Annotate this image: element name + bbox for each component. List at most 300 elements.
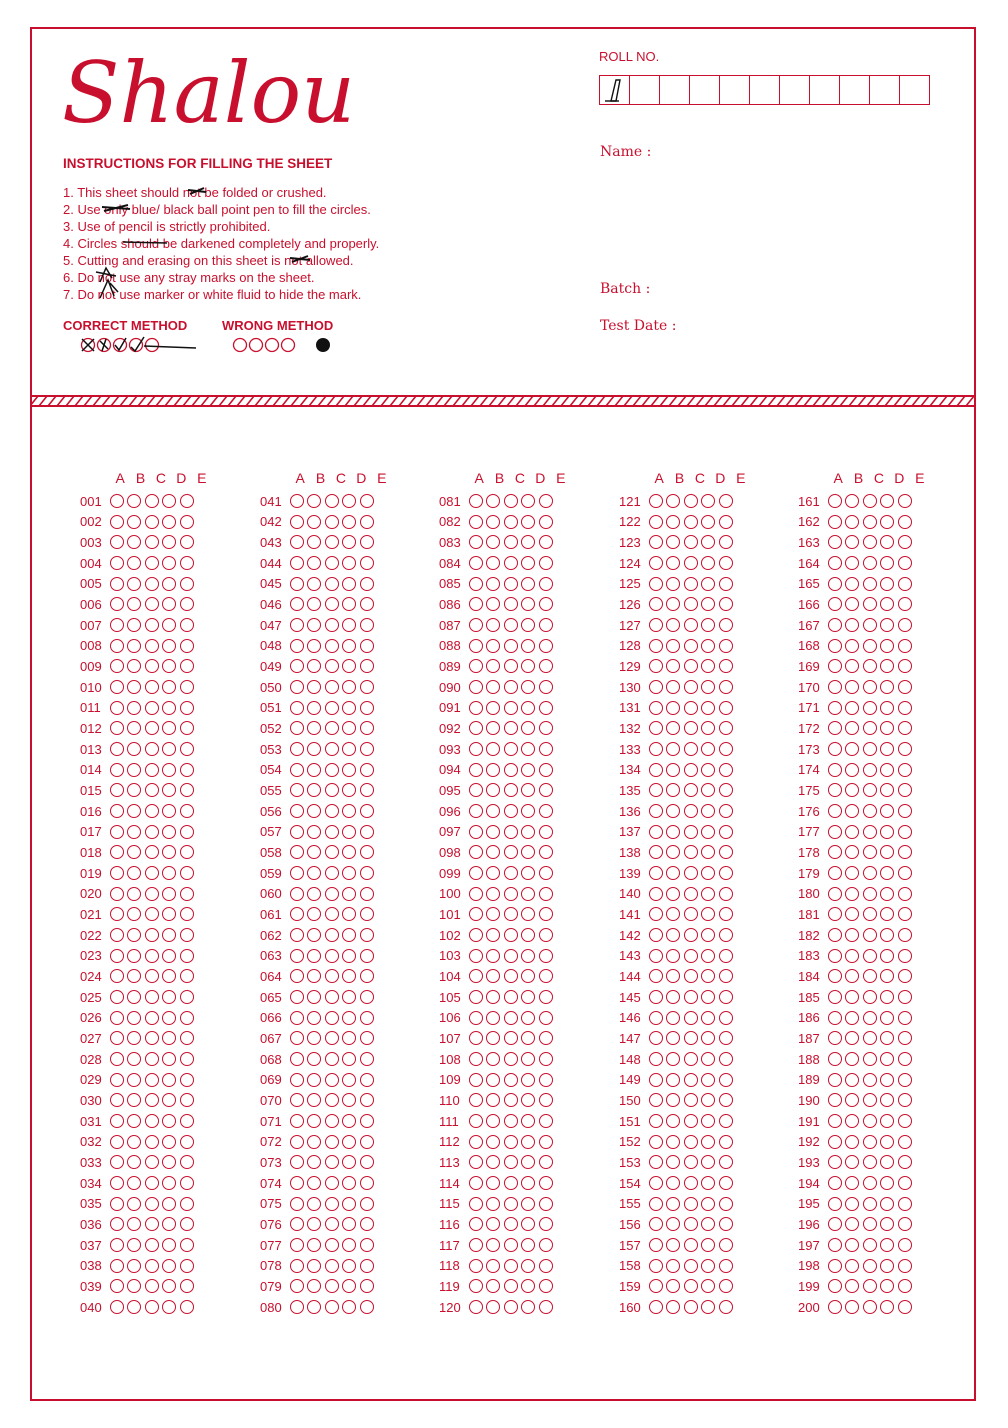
answer-bubble[interactable] <box>360 949 374 963</box>
answer-bubble[interactable] <box>539 928 553 942</box>
answer-bubble[interactable] <box>469 618 483 632</box>
answer-bubble[interactable] <box>666 1197 680 1211</box>
answer-bubble[interactable] <box>719 659 733 673</box>
roll-digit-box[interactable] <box>839 75 870 105</box>
answer-bubble[interactable] <box>539 680 553 694</box>
answer-bubble[interactable] <box>880 907 894 921</box>
answer-bubble[interactable] <box>504 1073 518 1087</box>
answer-bubble[interactable] <box>342 969 356 983</box>
answer-bubble[interactable] <box>180 783 194 797</box>
answer-bubble[interactable] <box>469 1093 483 1107</box>
answer-bubble[interactable] <box>666 639 680 653</box>
answer-bubble[interactable] <box>307 887 321 901</box>
answer-bubble[interactable] <box>127 804 141 818</box>
answer-bubble[interactable] <box>684 866 698 880</box>
answer-bubble[interactable] <box>162 701 176 715</box>
answer-bubble[interactable] <box>898 907 912 921</box>
answer-bubble[interactable] <box>360 577 374 591</box>
answer-bubble[interactable] <box>486 556 500 570</box>
answer-bubble[interactable] <box>863 969 877 983</box>
answer-bubble[interactable] <box>701 1135 715 1149</box>
answer-bubble[interactable] <box>110 618 124 632</box>
answer-bubble[interactable] <box>469 804 483 818</box>
answer-bubble[interactable] <box>307 1135 321 1149</box>
answer-bubble[interactable] <box>342 1238 356 1252</box>
answer-bubble[interactable] <box>290 597 304 611</box>
answer-bubble[interactable] <box>719 1300 733 1314</box>
answer-bubble[interactable] <box>828 1217 842 1231</box>
answer-bubble[interactable] <box>863 907 877 921</box>
answer-bubble[interactable] <box>828 742 842 756</box>
answer-bubble[interactable] <box>145 990 159 1004</box>
answer-bubble[interactable] <box>719 1093 733 1107</box>
answer-bubble[interactable] <box>110 1073 124 1087</box>
answer-bubble[interactable] <box>828 701 842 715</box>
answer-bubble[interactable] <box>666 701 680 715</box>
answer-bubble[interactable] <box>504 577 518 591</box>
answer-bubble[interactable] <box>521 804 535 818</box>
answer-bubble[interactable] <box>127 845 141 859</box>
answer-bubble[interactable] <box>845 1176 859 1190</box>
answer-bubble[interactable] <box>701 887 715 901</box>
answer-bubble[interactable] <box>719 887 733 901</box>
answer-bubble[interactable] <box>342 1300 356 1314</box>
answer-bubble[interactable] <box>539 701 553 715</box>
answer-bubble[interactable] <box>469 845 483 859</box>
answer-bubble[interactable] <box>290 783 304 797</box>
answer-bubble[interactable] <box>162 1279 176 1293</box>
answer-bubble[interactable] <box>342 742 356 756</box>
answer-bubble[interactable] <box>863 887 877 901</box>
answer-bubble[interactable] <box>649 1011 663 1025</box>
answer-bubble[interactable] <box>845 866 859 880</box>
answer-bubble[interactable] <box>521 1300 535 1314</box>
answer-bubble[interactable] <box>110 515 124 529</box>
answer-bubble[interactable] <box>486 535 500 549</box>
answer-bubble[interactable] <box>684 1197 698 1211</box>
answer-bubble[interactable] <box>539 494 553 508</box>
answer-bubble[interactable] <box>880 1300 894 1314</box>
answer-bubble[interactable] <box>486 990 500 1004</box>
answer-bubble[interactable] <box>539 969 553 983</box>
roll-digit-box[interactable] <box>689 75 720 105</box>
answer-bubble[interactable] <box>325 887 339 901</box>
answer-bubble[interactable] <box>684 1155 698 1169</box>
answer-bubble[interactable] <box>666 1011 680 1025</box>
answer-bubble[interactable] <box>863 1052 877 1066</box>
answer-bubble[interactable] <box>307 1197 321 1211</box>
answer-bubble[interactable] <box>649 783 663 797</box>
answer-bubble[interactable] <box>110 1217 124 1231</box>
answer-bubble[interactable] <box>469 721 483 735</box>
answer-bubble[interactable] <box>307 494 321 508</box>
answer-bubble[interactable] <box>845 721 859 735</box>
answer-bubble[interactable] <box>701 1197 715 1211</box>
answer-bubble[interactable] <box>290 1279 304 1293</box>
answer-bubble[interactable] <box>127 1238 141 1252</box>
answer-bubble[interactable] <box>845 804 859 818</box>
answer-bubble[interactable] <box>828 515 842 529</box>
answer-bubble[interactable] <box>127 887 141 901</box>
answer-bubble[interactable] <box>180 1073 194 1087</box>
answer-bubble[interactable] <box>845 494 859 508</box>
answer-bubble[interactable] <box>325 1300 339 1314</box>
answer-bubble[interactable] <box>325 1217 339 1231</box>
answer-bubble[interactable] <box>828 1052 842 1066</box>
answer-bubble[interactable] <box>684 1031 698 1045</box>
answer-bubble[interactable] <box>719 1217 733 1231</box>
answer-bubble[interactable] <box>504 1155 518 1169</box>
answer-bubble[interactable] <box>486 949 500 963</box>
answer-bubble[interactable] <box>539 804 553 818</box>
answer-bubble[interactable] <box>145 1011 159 1025</box>
answer-bubble[interactable] <box>521 1011 535 1025</box>
answer-bubble[interactable] <box>307 990 321 1004</box>
answer-bubble[interactable] <box>469 639 483 653</box>
answer-bubble[interactable] <box>162 804 176 818</box>
answer-bubble[interactable] <box>127 1197 141 1211</box>
answer-bubble[interactable] <box>898 845 912 859</box>
answer-bubble[interactable] <box>486 804 500 818</box>
answer-bubble[interactable] <box>539 1197 553 1211</box>
answer-bubble[interactable] <box>521 515 535 529</box>
answer-bubble[interactable] <box>701 866 715 880</box>
answer-bubble[interactable] <box>521 990 535 1004</box>
answer-bubble[interactable] <box>666 783 680 797</box>
answer-bubble[interactable] <box>469 928 483 942</box>
answer-bubble[interactable] <box>342 1031 356 1045</box>
answer-bubble[interactable] <box>162 1011 176 1025</box>
answer-bubble[interactable] <box>880 866 894 880</box>
answer-bubble[interactable] <box>521 494 535 508</box>
answer-bubble[interactable] <box>880 1011 894 1025</box>
answer-bubble[interactable] <box>307 783 321 797</box>
answer-bubble[interactable] <box>719 1114 733 1128</box>
answer-bubble[interactable] <box>360 990 374 1004</box>
answer-bubble[interactable] <box>649 1073 663 1087</box>
answer-bubble[interactable] <box>719 990 733 1004</box>
answer-bubble[interactable] <box>342 825 356 839</box>
answer-bubble[interactable] <box>145 659 159 673</box>
answer-bubble[interactable] <box>898 1155 912 1169</box>
answer-bubble[interactable] <box>898 1073 912 1087</box>
answer-bubble[interactable] <box>325 556 339 570</box>
answer-bubble[interactable] <box>719 535 733 549</box>
answer-bubble[interactable] <box>325 907 339 921</box>
answer-bubble[interactable] <box>162 969 176 983</box>
answer-bubble[interactable] <box>162 1155 176 1169</box>
answer-bubble[interactable] <box>469 556 483 570</box>
answer-bubble[interactable] <box>666 763 680 777</box>
roll-digit-box[interactable] <box>719 75 750 105</box>
answer-bubble[interactable] <box>342 597 356 611</box>
answer-bubble[interactable] <box>110 1155 124 1169</box>
answer-bubble[interactable] <box>162 597 176 611</box>
answer-bubble[interactable] <box>127 1135 141 1149</box>
answer-bubble[interactable] <box>469 1238 483 1252</box>
answer-bubble[interactable] <box>666 990 680 1004</box>
answer-bubble[interactable] <box>469 701 483 715</box>
answer-bubble[interactable] <box>307 1176 321 1190</box>
answer-bubble[interactable] <box>684 1259 698 1273</box>
answer-bubble[interactable] <box>666 1217 680 1231</box>
answer-bubble[interactable] <box>469 763 483 777</box>
answer-bubble[interactable] <box>666 1093 680 1107</box>
answer-bubble[interactable] <box>145 1279 159 1293</box>
answer-bubble[interactable] <box>539 577 553 591</box>
answer-bubble[interactable] <box>486 907 500 921</box>
answer-bubble[interactable] <box>180 1279 194 1293</box>
answer-bubble[interactable] <box>127 1073 141 1087</box>
answer-bubble[interactable] <box>684 1176 698 1190</box>
answer-bubble[interactable] <box>145 618 159 632</box>
answer-bubble[interactable] <box>649 1176 663 1190</box>
answer-bubble[interactable] <box>180 1155 194 1169</box>
answer-bubble[interactable] <box>845 783 859 797</box>
answer-bubble[interactable] <box>504 1279 518 1293</box>
answer-bubble[interactable] <box>360 1238 374 1252</box>
answer-bubble[interactable] <box>180 1031 194 1045</box>
answer-bubble[interactable] <box>701 1031 715 1045</box>
answer-bubble[interactable] <box>863 1238 877 1252</box>
answer-bubble[interactable] <box>342 1155 356 1169</box>
answer-bubble[interactable] <box>162 1135 176 1149</box>
answer-bubble[interactable] <box>898 804 912 818</box>
answer-bubble[interactable] <box>486 1031 500 1045</box>
answer-bubble[interactable] <box>469 1279 483 1293</box>
answer-bubble[interactable] <box>845 1052 859 1066</box>
answer-bubble[interactable] <box>828 1011 842 1025</box>
answer-bubble[interactable] <box>307 1114 321 1128</box>
answer-bubble[interactable] <box>180 845 194 859</box>
answer-bubble[interactable] <box>180 618 194 632</box>
answer-bubble[interactable] <box>684 990 698 1004</box>
answer-bubble[interactable] <box>719 639 733 653</box>
answer-bubble[interactable] <box>898 1197 912 1211</box>
answer-bubble[interactable] <box>504 1238 518 1252</box>
answer-bubble[interactable] <box>539 1155 553 1169</box>
answer-bubble[interactable] <box>666 1073 680 1087</box>
answer-bubble[interactable] <box>504 1052 518 1066</box>
answer-bubble[interactable] <box>180 556 194 570</box>
answer-bubble[interactable] <box>504 845 518 859</box>
answer-bubble[interactable] <box>360 1093 374 1107</box>
answer-bubble[interactable] <box>828 1135 842 1149</box>
answer-bubble[interactable] <box>880 969 894 983</box>
answer-bubble[interactable] <box>828 1197 842 1211</box>
answer-bubble[interactable] <box>486 763 500 777</box>
roll-digit-box[interactable] <box>809 75 840 105</box>
answer-bubble[interactable] <box>325 825 339 839</box>
answer-bubble[interactable] <box>342 577 356 591</box>
answer-bubble[interactable] <box>863 1011 877 1025</box>
answer-bubble[interactable] <box>290 577 304 591</box>
answer-bubble[interactable] <box>828 639 842 653</box>
answer-bubble[interactable] <box>701 804 715 818</box>
answer-bubble[interactable] <box>127 659 141 673</box>
answer-bubble[interactable] <box>863 825 877 839</box>
answer-bubble[interactable] <box>486 577 500 591</box>
answer-bubble[interactable] <box>684 845 698 859</box>
answer-bubble[interactable] <box>486 1279 500 1293</box>
answer-bubble[interactable] <box>110 1176 124 1190</box>
answer-bubble[interactable] <box>127 928 141 942</box>
answer-bubble[interactable] <box>845 763 859 777</box>
answer-bubble[interactable] <box>719 825 733 839</box>
answer-bubble[interactable] <box>684 515 698 529</box>
answer-bubble[interactable] <box>307 763 321 777</box>
answer-bubble[interactable] <box>145 1155 159 1169</box>
answer-bubble[interactable] <box>325 721 339 735</box>
answer-bubble[interactable] <box>880 783 894 797</box>
answer-bubble[interactable] <box>521 597 535 611</box>
answer-bubble[interactable] <box>127 1300 141 1314</box>
answer-bubble[interactable] <box>504 659 518 673</box>
answer-bubble[interactable] <box>180 701 194 715</box>
answer-bubble[interactable] <box>486 845 500 859</box>
answer-bubble[interactable] <box>666 659 680 673</box>
answer-bubble[interactable] <box>898 1279 912 1293</box>
answer-bubble[interactable] <box>307 969 321 983</box>
answer-bubble[interactable] <box>145 597 159 611</box>
answer-bubble[interactable] <box>127 556 141 570</box>
answer-bubble[interactable] <box>342 680 356 694</box>
answer-bubble[interactable] <box>845 887 859 901</box>
answer-bubble[interactable] <box>880 577 894 591</box>
answer-bubble[interactable] <box>290 907 304 921</box>
answer-bubble[interactable] <box>845 1259 859 1273</box>
answer-bubble[interactable] <box>342 949 356 963</box>
answer-bubble[interactable] <box>684 597 698 611</box>
answer-bubble[interactable] <box>845 990 859 1004</box>
answer-bubble[interactable] <box>360 928 374 942</box>
answer-bubble[interactable] <box>521 1114 535 1128</box>
answer-bubble[interactable] <box>539 1073 553 1087</box>
roll-number-boxes[interactable] <box>599 75 929 105</box>
answer-bubble[interactable] <box>162 1052 176 1066</box>
answer-bubble[interactable] <box>863 1114 877 1128</box>
answer-bubble[interactable] <box>880 1279 894 1293</box>
answer-bubble[interactable] <box>684 783 698 797</box>
answer-bubble[interactable] <box>180 866 194 880</box>
answer-bubble[interactable] <box>701 556 715 570</box>
answer-bubble[interactable] <box>845 969 859 983</box>
answer-bubble[interactable] <box>486 680 500 694</box>
answer-bubble[interactable] <box>307 949 321 963</box>
answer-bubble[interactable] <box>863 556 877 570</box>
answer-bubble[interactable] <box>360 659 374 673</box>
roll-digit-box[interactable] <box>629 75 660 105</box>
answer-bubble[interactable] <box>898 639 912 653</box>
answer-bubble[interactable] <box>127 949 141 963</box>
answer-bubble[interactable] <box>521 1073 535 1087</box>
answer-bubble[interactable] <box>521 763 535 777</box>
answer-bubble[interactable] <box>701 1176 715 1190</box>
answer-bubble[interactable] <box>127 618 141 632</box>
answer-bubble[interactable] <box>666 1176 680 1190</box>
answer-bubble[interactable] <box>719 783 733 797</box>
answer-bubble[interactable] <box>360 845 374 859</box>
answer-bubble[interactable] <box>110 680 124 694</box>
answer-bubble[interactable] <box>666 1114 680 1128</box>
answer-bubble[interactable] <box>145 742 159 756</box>
answer-bubble[interactable] <box>684 887 698 901</box>
answer-bubble[interactable] <box>110 907 124 921</box>
answer-bubble[interactable] <box>828 1300 842 1314</box>
answer-bubble[interactable] <box>701 825 715 839</box>
answer-bubble[interactable] <box>145 577 159 591</box>
answer-bubble[interactable] <box>469 577 483 591</box>
answer-bubble[interactable] <box>325 969 339 983</box>
answer-bubble[interactable] <box>898 1217 912 1231</box>
answer-bubble[interactable] <box>521 1238 535 1252</box>
answer-bubble[interactable] <box>342 1259 356 1273</box>
answer-bubble[interactable] <box>469 1197 483 1211</box>
answer-bubble[interactable] <box>162 1217 176 1231</box>
answer-bubble[interactable] <box>504 639 518 653</box>
answer-bubble[interactable] <box>180 990 194 1004</box>
answer-bubble[interactable] <box>469 1073 483 1087</box>
answer-bubble[interactable] <box>127 1279 141 1293</box>
answer-bubble[interactable] <box>880 763 894 777</box>
answer-bubble[interactable] <box>360 1073 374 1087</box>
answer-bubble[interactable] <box>701 928 715 942</box>
answer-bubble[interactable] <box>880 556 894 570</box>
answer-bubble[interactable] <box>880 639 894 653</box>
answer-bubble[interactable] <box>307 1052 321 1066</box>
answer-bubble[interactable] <box>342 845 356 859</box>
answer-bubble[interactable] <box>666 1300 680 1314</box>
answer-bubble[interactable] <box>863 866 877 880</box>
roll-digit-box[interactable] <box>869 75 900 105</box>
roll-digit-box[interactable] <box>779 75 810 105</box>
answer-bubble[interactable] <box>504 494 518 508</box>
answer-bubble[interactable] <box>649 577 663 591</box>
answer-bubble[interactable] <box>539 1031 553 1045</box>
answer-bubble[interactable] <box>127 535 141 549</box>
answer-bubble[interactable] <box>666 577 680 591</box>
answer-bubble[interactable] <box>701 763 715 777</box>
answer-bubble[interactable] <box>360 1217 374 1231</box>
answer-bubble[interactable] <box>649 1197 663 1211</box>
answer-bubble[interactable] <box>684 1011 698 1025</box>
answer-bubble[interactable] <box>845 742 859 756</box>
answer-bubble[interactable] <box>110 1114 124 1128</box>
answer-bubble[interactable] <box>360 535 374 549</box>
answer-bubble[interactable] <box>521 1259 535 1273</box>
answer-bubble[interactable] <box>290 1300 304 1314</box>
answer-bubble[interactable] <box>145 866 159 880</box>
answer-bubble[interactable] <box>684 1217 698 1231</box>
answer-bubble[interactable] <box>162 1073 176 1087</box>
answer-bubble[interactable] <box>719 949 733 963</box>
answer-bubble[interactable] <box>360 825 374 839</box>
answer-bubble[interactable] <box>666 494 680 508</box>
answer-bubble[interactable] <box>684 1052 698 1066</box>
answer-bubble[interactable] <box>360 515 374 529</box>
answer-bubble[interactable] <box>469 535 483 549</box>
answer-bubble[interactable] <box>666 515 680 529</box>
answer-bubble[interactable] <box>898 1300 912 1314</box>
answer-bubble[interactable] <box>880 1135 894 1149</box>
answer-bubble[interactable] <box>521 1279 535 1293</box>
answer-bubble[interactable] <box>486 1093 500 1107</box>
answer-bubble[interactable] <box>898 535 912 549</box>
answer-bubble[interactable] <box>898 618 912 632</box>
answer-bubble[interactable] <box>325 659 339 673</box>
answer-bubble[interactable] <box>521 639 535 653</box>
answer-bubble[interactable] <box>863 742 877 756</box>
